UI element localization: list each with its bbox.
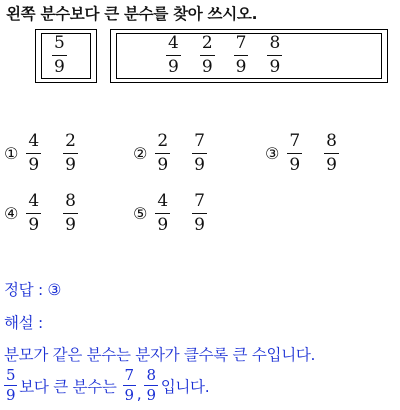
numerator: 7: [235, 33, 247, 53]
choice-mark: ③: [265, 144, 280, 163]
denominator: 9: [65, 155, 76, 175]
reference-fraction: [52, 35, 67, 76]
choice-fraction: [63, 193, 78, 234]
denominator: 9: [28, 215, 40, 235]
fraction-bar: [287, 153, 302, 154]
fraction-bar: [26, 213, 41, 214]
fraction-bar: [26, 153, 41, 154]
explanation-line-2: [4, 368, 209, 403]
numerator: 7: [124, 366, 134, 384]
choice-mark: ②: [133, 144, 148, 163]
denominator: 9: [6, 386, 16, 404]
denominator: 9: [146, 386, 156, 404]
numerator: 8: [146, 366, 156, 384]
fraction-bar: [192, 153, 207, 154]
numerator: 7: [289, 131, 301, 151]
choice-mark: ①: [4, 144, 19, 163]
fraction-bar: [52, 55, 67, 56]
reference-numerator: 5: [54, 33, 65, 53]
fraction-bar: [166, 55, 181, 56]
answer-label: 정답 : ③: [4, 281, 62, 299]
reference-denominator: 9: [54, 57, 65, 77]
fraction-bar: [234, 55, 249, 56]
explanation-text: 보다 큰 분수는: [19, 377, 117, 396]
fraction-bar: [155, 213, 170, 214]
numerator: 4: [28, 191, 40, 211]
denominator: 9: [269, 57, 281, 77]
numerator: 4: [157, 191, 169, 211]
denominator: 9: [289, 155, 301, 175]
candidate-fraction: [234, 35, 249, 76]
fraction-bar: [324, 153, 339, 154]
numerator: 2: [201, 33, 213, 53]
fraction-bar: [192, 213, 207, 214]
explanation-fraction: [4, 368, 17, 403]
numerator: 8: [65, 191, 76, 211]
choice-3[interactable]: [265, 133, 361, 174]
explanation-line-1: 분모가 같은 분수는 분자가 클수록 큰 수입니다.: [4, 346, 316, 364]
denominator: 9: [124, 386, 134, 404]
choice-2[interactable]: [133, 133, 229, 174]
numerator: 7: [194, 131, 205, 151]
numerator: 2: [157, 131, 169, 151]
choice-fraction: [192, 193, 207, 234]
explanation-fraction: [144, 368, 157, 403]
candidate-fraction: [267, 35, 282, 76]
fraction-bar: [200, 55, 215, 56]
denominator: 9: [235, 57, 247, 77]
fraction-bar: [267, 55, 282, 56]
explanation-label: 해설 :: [4, 314, 43, 332]
denominator: 9: [201, 57, 213, 77]
numerator: 7: [194, 191, 205, 211]
numerator: 8: [326, 131, 337, 151]
choice-fraction: [324, 133, 339, 174]
candidate-fraction: [200, 35, 215, 76]
choice-4[interactable]: [4, 193, 100, 234]
denominator: 9: [194, 215, 205, 235]
numerator: 4: [28, 131, 40, 151]
choice-mark: ⑤: [133, 204, 148, 223]
candidates-row: [166, 35, 282, 76]
choice-1[interactable]: [4, 133, 100, 174]
choice-fraction: [192, 133, 207, 174]
fraction-bar: [63, 213, 78, 214]
fraction-bar: [63, 153, 78, 154]
explanation-comma: ,: [136, 385, 142, 403]
explanation-text: 입니다.: [160, 377, 210, 396]
question-text: 왼쪽 분수보다 큰 분수를 찾아 쓰시오.: [6, 5, 258, 23]
fraction-bar: [155, 153, 170, 154]
numerator: 4: [168, 33, 179, 53]
numerator: 2: [65, 131, 76, 151]
choice-fraction: [155, 193, 170, 234]
choice-fraction: [26, 193, 41, 234]
denominator: 9: [168, 57, 179, 77]
choice-fraction: [287, 133, 302, 174]
numerator: 8: [269, 33, 281, 53]
explanation-fraction: [123, 368, 136, 403]
numerator: 5: [6, 366, 16, 384]
choice-fraction: [26, 133, 41, 174]
denominator: 9: [326, 155, 337, 175]
candidate-fraction: [166, 35, 181, 76]
choice-mark: ④: [4, 204, 19, 223]
denominator: 9: [65, 215, 76, 235]
denominator: 9: [157, 155, 169, 175]
choice-fraction: [63, 133, 78, 174]
choice-5[interactable]: [133, 193, 229, 234]
choice-fraction: [155, 133, 170, 174]
denominator: 9: [28, 155, 40, 175]
denominator: 9: [157, 215, 169, 235]
denominator: 9: [194, 155, 205, 175]
